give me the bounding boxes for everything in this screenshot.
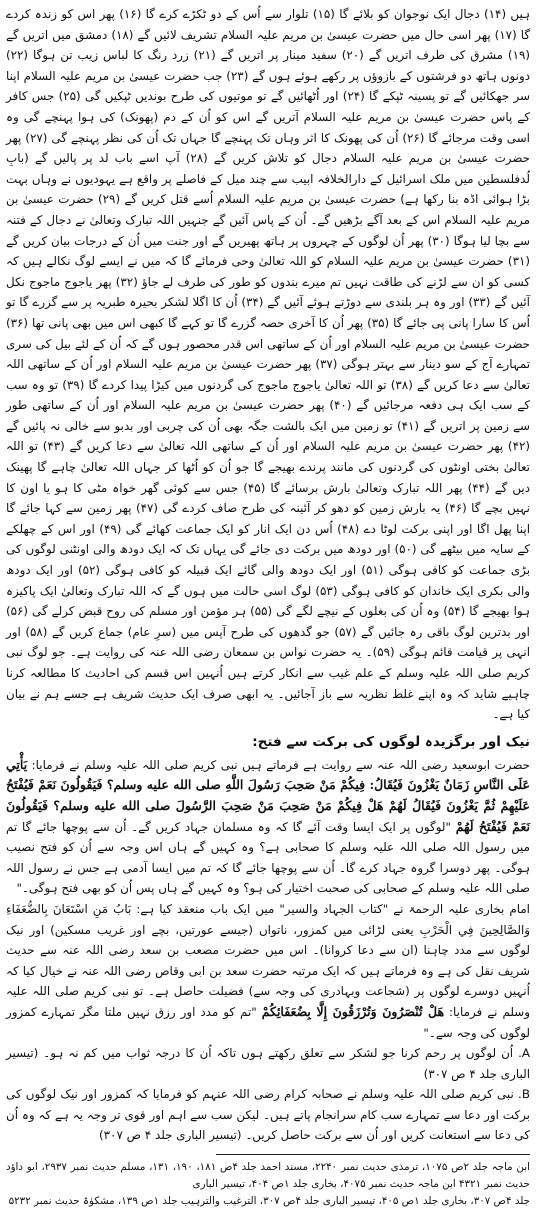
note-b (6, 1084, 530, 1146)
hadith-intro: حضرت ابوسعید رضی اللہ عنہ سے روایت ہے فرماتے ہیں نبی کریم صلی اللہ علیہ وسلم نے فرمایا: (31, 757, 530, 772)
footnote-divider (216, 1154, 530, 1155)
note-reference: (تیسیر الباری جلد ۴ ص ۳۰۷) (99, 1128, 242, 1143)
note-a (6, 1043, 530, 1084)
footnote-line-2: جلد ۴ص ۳۰۷، بخاری جلد ۱ص ۴۰۵، تیسیر الباری جلد ۴ص ۳۰۷، الترغیب والترہیب جلد ۱ص ۱۳۹، مشکوٰۃ حدیث نمبر ۵۲۳۲ (8, 1195, 530, 1208)
paragraph-text: ہیں (۱۴) دجال ایک نوجوان کو بلائے گا (۱۵) تلوار سے اُس کے دو ٹکڑے کرے گا (۱۶) پھر اس کو زندہ کردے گا (۱۷) پھر اسی حال میں حضرت عیسیٰ بن مریم علیہ السلام تشریف لائیں گے (۱۸) دمشق میں اتریں گے (۱۹) مشرق کی طرف اتریں گے (۲۰) سفید مینار پر اتریں گے (۲۱) زرد رنگ کا لباس زیب تن ہوگا (۲۲) دونوں ہاتھ دو فرشتوں کے بازوؤں پر رکھے ہوئے ہوں گے (۲۳) جب حضرت عیسیٰ بن مریم علیہ السلام اپنا سر جھکائیں گے تو پسینہ ٹپکے گا (۲۴) اور اُٹھائیں گے تو موتیوں کی طرح بوندیں ٹپکیں گی (۲۵) جس کافر کے پاس حضرت عیسیٰ بن مریم علیہ السلام آتریں گے اس کو اُن کے دم (پھونک) کی ہوا پہنچے گی وہ اسی وقت مرجائے گا (۲۶) اُن کی پھونک کا اثر وہاں تک پہنچے گا جہاں تک اُن کی نظر پہنچے گی (۲۷) پھر حضرت عیسیٰ بن مریم علیہ السلام دجال کو تلاش کریں گے (۲۸) آپ اسے باب لد پر پالیں گے (بابِ لُدفلسطین میں ملک اسرائیل کے دارالخلافہ ابیب سے چند میل کے فاصلے پر واقع ہے یہودیوں نے وہاں بہت بڑا ہوائی اڈہ بنا رکھا ہے) حضرت عیسیٰ بن مریم علیہ السلام اُسے قتل کریں گے (۲۹) حضرت عیسیٰ بن مریم علیہ السلام اس کے بعد آگے بڑھیں گے۔ اُن کے پاس آئیں گے جنہیں اللہ تبارک وتعالیٰ نے دجال کے فتنہ سے بچا لیا ہوگا (۳۰) پھر اُن لوگوں کے چہروں پر ہاتھ پھیریں گے اور جنت میں اُن کے درجات بیان کریں گے (۳۱) حضرت عیسیٰ بن مریم علیہ السلام کو اللہ تعالیٰ وحی فرمائے گا کہ میں نے ایسے لوگ نکالے ہیں کہ کسی کو ان سے لڑنے کی طاقت نہیں تم میرے بندوں کو طور کی طرف لے جاؤ (۳۲) پھر یاجوج ماجوج نکل آئیں گے (۳۳) اور وہ ہر بلندی سے دوڑتے ہوئے آئیں گے (۳۴) اُن کا اگلا لشکر بحیرہ طبریہ پر سے گزرے گا تو اُس کا سارا پانی پی جائے گا (۳۵) پھر اُن کا آخری حصہ گزرے گا تو کہے گا کبھی اس میں بھی پانی تھا (۳۶) حضرت عیسیٰ بن مریم علیہ السلام اور اُن کے ساتھی اس قدر محصور ہوں گے کہ اُن کے لئے بیل کی سری تمہارے آج کے سو دینار سے بہتر ہوگی (۳۷) پھر حضرت عیسیٰ بن مریم علیہ السلام اور اُن کے ساتھی اللہ تعالیٰ سے دعا کریں گے (۳۸) تو اللہ تعالیٰ یاجوج ماجوج کی گردنوں میں کیڑا پیدا کردے گا (۳۹) تو وہ سب کے سب ایک ہی دفعہ مرجائیں گے (۴۰) پھر حضرت عیسیٰ بن مریم علیہ السلام اور اُن کے ساتھی طور سے زمین پر اتریں گے (۴۱) تو زمین میں ایک بالشت جگہ بھی اُن کی چربی اور بدبو سے خالی نہ پائیں گے (۴۲) پھر حضرت عیسیٰ بن مریم علیہ السلام اور اُن کے ساتھی اللہ تعالیٰ سے دعا کریں گے (۴۳) تو اللہ تعالیٰ بختی اونٹوں کی گردنوں کی مانند پرندے بھیجے گا جو اُن کو اُٹھا کر جہاں اللہ تعالیٰ چاہے گا پھینک دیں گے (۴۴) پھر اللہ تبارک وتعالیٰ بارش برسائے گا (۴۵) جس سے کوئی گھر خواہ مٹی کا ہو یا اون کا نہیں بچے گا (۴۶) یہ بارش زمین کو دھو کر آئینہ کی طرح صاف کردے گی (۴۷) پھر زمین سے کہا جائے گا اپنا پھل اگا اور اپنی برکت لوٹا دے (۴۸) اُس دن ایک انار کو ایک جماعت کھائے گی (۴۹) اور اس کے چھلکے کے سایہ میں بیٹھے گی (۵۰) اور دودھ میں برکت دی جائے گی یہاں تک کہ ایک دودھ والی اونٹنی لوگوں کی بڑی جماعت کو کافی ہوگی (۵۱) اور ایک دودھ والی گائے ایک قبیلہ کو کافی ہوگی (۵۲) اور ایک دودھ والی بکری ایک خاندان کو کافی ہوگی (۵۳) لوگ اسی حالت میں ہوں گے کہ اللہ تبارک وتعالیٰ ایک پاکیزہ ہوا بھیجے گا (۵۴) وہ اُن کی بغلوں کے نیچے لگے گی (۵۵) ہر مؤمن اور مسلم کی روح قبض کرلے گی (۵۶) اور بدترین لوگ باقی رہ جائیں گے (۵۷) جو گدھوں کی طرح آپس میں (سرِ عام) جماع کریں گے (۵۸) اور انہی پر قیامت قائم ہوگی (۵۹)۔ یہ حضرت نواس بن سمعان رضی اللہ عنہ کی روایت ہے۔ جو لوگ نبی کریم صلی اللہ علیہ وسلم کے علم غیب سے انکار کرتے ہیں اُنہیں اس قسم کی احادیث کا مطالعہ کرنا چاہیے شاید کہ وہ اپنے غلط نظریہ سے باز آجائیں۔ یہ ابھی صرف ایک حدیث شریف ہے جسے ہم نے بیان کیا ہے۔ (6, 7, 531, 722)
paragraph-text: امام بخاری علیہ الرحمۃ نے "کتاب الجہاد والسیر" میں ایک باب منعقد کیا ہے: بَابُ مَنِ اسْتَعَانَ بِالضُّعَفَاءِ وَالصَّالِحِينَ فِي الْحَرْبِ یعنی لڑائی میں کمزور، ناتواں (جیسے عورتیں، بچے اور غریب مسکین) اور نیک لوگوں سے مدد چاہنا (ان سے دعا کروانا)۔ اس میں حضرت مصعب بن سعد رضی اللہ عنہ سے حدیث شریف نقل کی ہے وہ فرماتے ہیں کہ ایک مرتبہ حضرت سعد بن ابی وقاص رضی اللہ عنہ نے خیال کیا کہ اُنہیں دوسرے لوگوں پر (شجاعت وبہادری کی وجہ سے) فضیلت حاصل ہے۔ تو نبی کریم صلی اللہ علیہ وسلم نے فرمایا: (6, 901, 531, 1019)
paragraph-hadith-events (6, 4, 530, 725)
section-block (6, 731, 530, 753)
paragraph-abu-saeed-hadith (6, 755, 530, 899)
note-reference: (تیسیر الباری جلد ۴ ص ۳۰۷) (6, 1046, 530, 1081)
paragraph-imam-bukhari (6, 899, 530, 1043)
footnote-line-1: ابن ماجہ جلد ۲ص ۱۰۷۵، ترمذی حدیث نمبر ۲۲۴۰، مسند احمد جلد ۴ص ۱۸۱، ۱۹۰، ۱۳۱، مسلم حدیث نمبر ۲۹۳۷، ابو داؤد حدیث نمبر ۴۳۲۱ ابن ماجہ حدیث نمبر ۴۰۷۵، بخاری جلد ۱ص ۴۰۴، تیسیر الباری (6, 1161, 530, 1191)
section-heading: نیک اور برگزیدہ لوگوں کی برکت سے فتح: (252, 733, 530, 750)
document-page (6, 4, 531, 1208)
hadith-translation: "لوگوں پر ایک ایسا وقت آئے گا کہ وہ مسلمان جہاد کریں گے۔ اُن سے پوچھا جائے گا تم میں رسول اللہ صلی اللہ علیہ وسلم کا صحابی ہے؟ وہ کہیں گے ہاں اس وجہ سے اُن کو فتح نصیب ہوگی۔ پھر دوسرا گروہ جہاد کرے گا۔ اُن سے پوچھا جائے گا کہ تم میں ایسا آدمی ہے جس نے رسول اللہ صلی اللہ علیہ وسلم کے صحابی کی صحبت اختیار کی ہو؟ وہ کہیں گے ہاں پس اُن کو بھی فتح ہوگی۔" (6, 819, 530, 896)
note-text: B. نبی کریم صلی اللہ علیہ وسلم نے صحابہ کرام رضی اللہ عنہم کو فرمایا کہ کمزور اور نیک لوگوں کی برکت اور دعا سے تمہارے سب کام سرانجام پاتے ہیں۔ لیکن سب سے اہم اور قوی تر وجہ یہ ہے کہ وہ اُن کی دعا سے استعانت کریں اور اُن سے برکت حاصل کریں۔ (6, 1087, 530, 1143)
hadith-arabic-text: يَأْتِي عَلَى النَّاسِ زَمَانٌ يَغْزُونَ فَيُقَالُ: فِيكُمْ مَنْ صَحِبَ رَسُولَ اللَّهِ صلى الله عليه وسلم؟ فَيَقُولُونَ نَعَمْ فَيُفْتَحُ عَلَيْهِمْ ثُمَّ يَغْزُونَ فَيُقَالُ لَهُمْ هَلْ فِيكُمْ مَنْ صَحِبَ مَنْ صَحِبَ الرَّسُولَ صلى الله عليه وسلم؟ فَيَقُولُونَ نَعَمْ فَيُفْتَحُ لَهُمْ (6, 756, 530, 834)
hadith-translation: "تم کو مدد اور رزق نہیں ملتا مگر تمہارے کمزور لوگوں کی وجہ سے۔" (6, 1004, 530, 1040)
hadith-arabic-text: هَلْ تُنْصَرُونَ وَتُرْزَقُونَ إِلَّا بِضُعَفَائِكُمْ (261, 1003, 445, 1019)
note-text: A. اُن لوگوں پر رحم کرنا جو لشکر سے تعلق رکھتے ہوں تاکہ اُن کا درجہ ثواب میں کم نہ ہو۔ (43, 1046, 530, 1061)
